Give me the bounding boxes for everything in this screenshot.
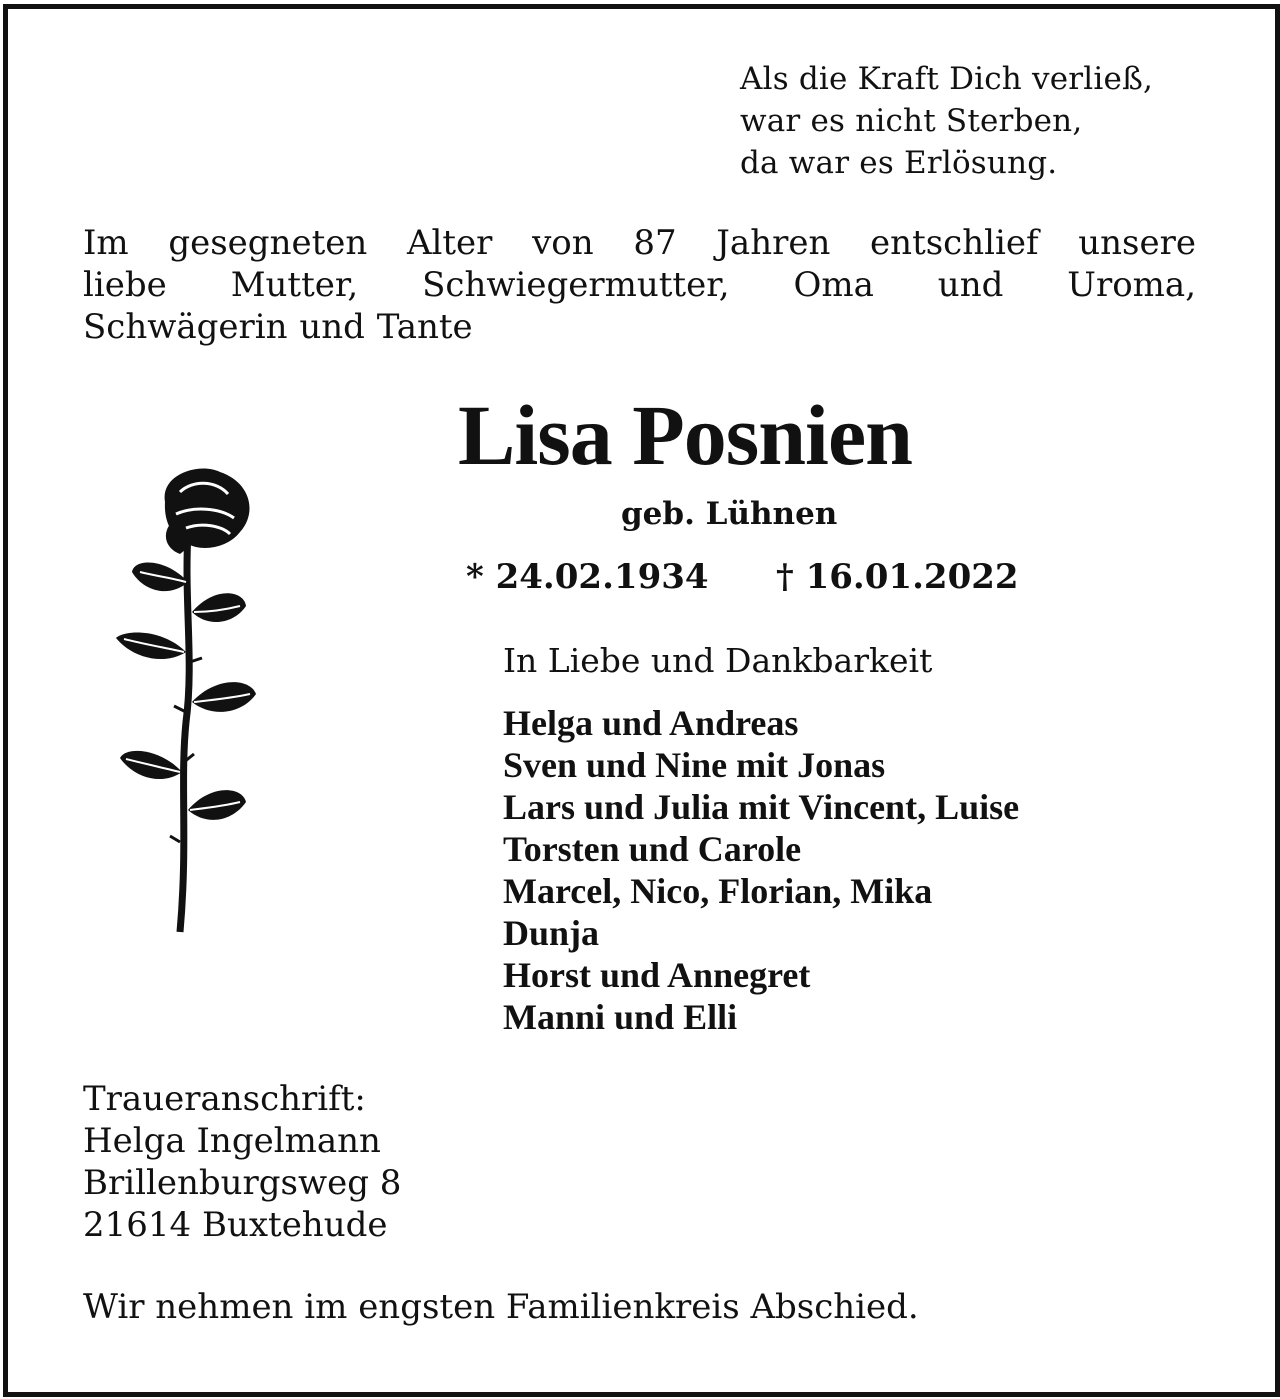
rose-icon [110, 462, 270, 942]
mourner-entry: Torsten und Carole [503, 829, 802, 869]
intro-text [83, 222, 1196, 348]
motto-verse [740, 58, 1153, 184]
address-line: Brillenburgsweg 8 [83, 1163, 402, 1203]
birth-date: * 24.02.1934 [466, 557, 709, 597]
motto-line: da war es Erlösung. [740, 145, 1058, 181]
motto-line: war es nicht Sterben, [740, 103, 1083, 139]
motto-line: Als die Kraft Dich verließ, [740, 61, 1154, 97]
farewell-note: Wir nehmen im engsten Familienkreis Abschied. [83, 1287, 919, 1327]
mourner-entry: Lars und Julia mit Vincent, Luise [503, 787, 1020, 827]
mourner-entry: Manni und Elli [503, 997, 738, 1037]
intro-line: Im gesegneten Alter von 87 Jahren entschlief unsere [83, 223, 1196, 263]
mourning-address [83, 1078, 401, 1246]
mourner-entry: Helga und Andreas [503, 703, 799, 743]
mourner-entry: Dunja [503, 913, 600, 953]
mourners-list [503, 702, 1019, 1038]
address-line: 21614 Buxtehude [83, 1205, 388, 1245]
intro-line: Schwägerin und Tante [83, 307, 473, 347]
mourner-entry: Sven und Nine mit Jonas [503, 745, 886, 785]
intro-line: liebe Mutter, Schwiegermutter, Oma und Uroma, [83, 265, 1196, 305]
death-date: † 16.01.2022 [776, 557, 1019, 597]
deceased-name: Lisa Posnien [458, 387, 912, 483]
mourner-entry: Marcel, Nico, Florian, Mika [503, 871, 933, 911]
address-label: Traueranschrift: [83, 1079, 366, 1119]
maiden-name: geb. Lühnen [621, 496, 838, 532]
dedication-line: In Liebe und Dankbarkeit [503, 641, 933, 680]
address-line: Helga Ingelmann [83, 1121, 381, 1161]
mourner-entry: Horst und Annegret [503, 955, 811, 995]
